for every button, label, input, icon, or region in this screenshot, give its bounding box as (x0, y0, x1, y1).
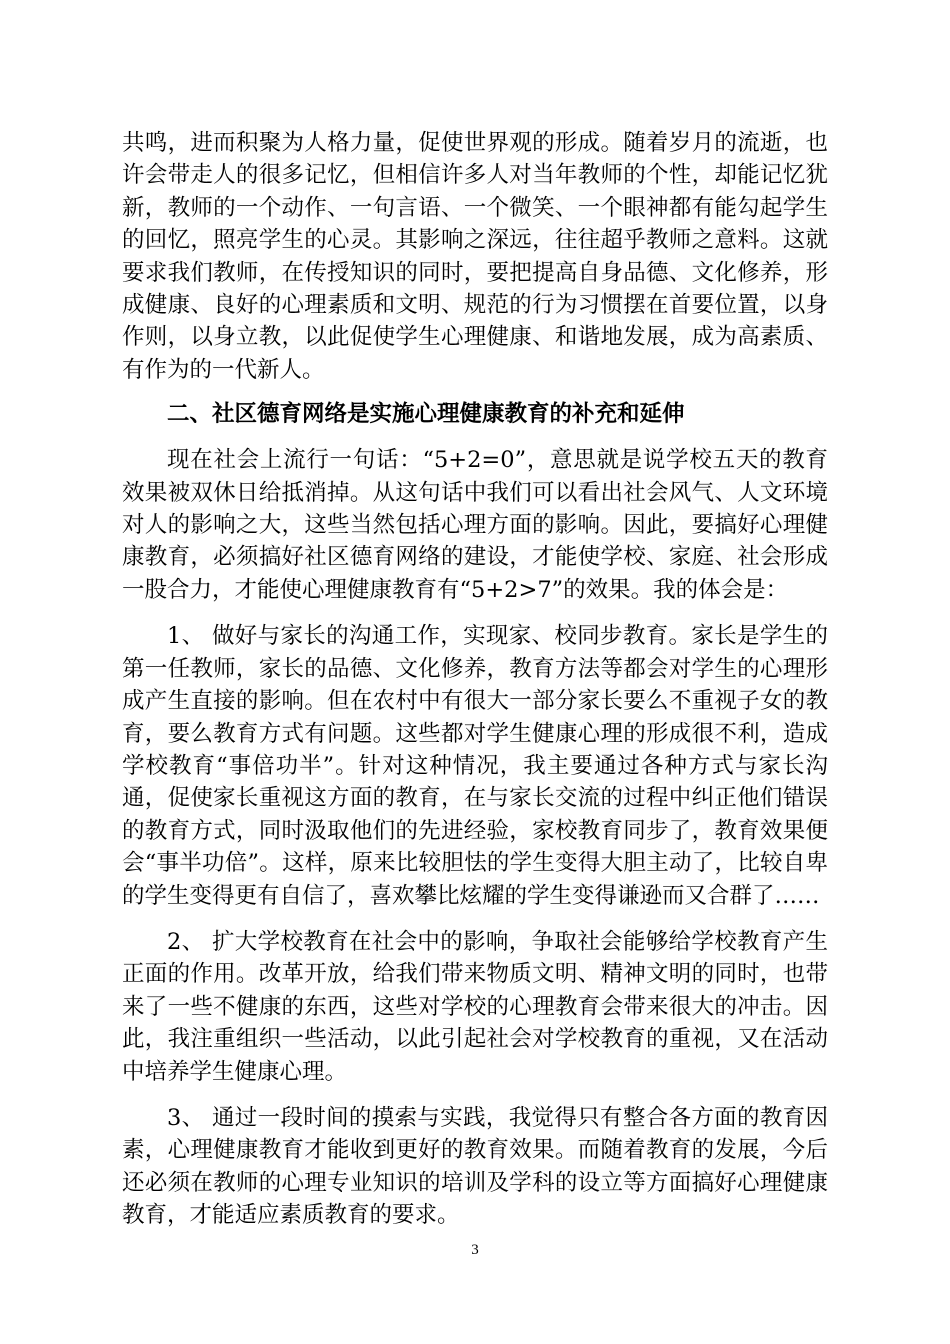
paragraph-intro: 现在社会上流行一句话：“5+2=0”，意思就是说学校五天的教育效果被双休日给抵消掉。从这句话中我们可以看出社会风气、人文环境对人的影响之大，这些当然包括心理方面的影响。因此，要搞好心理健康教育，必须搞好社区德育网络的建设，才能使学校、家庭、社会形成一股合力，才能使心理健康教育有“5+2>7”的效果。我的体会是： (122, 447, 828, 603)
section-heading: 二、社区德育网络是实施心理健康教育的补充和延伸 (167, 401, 685, 428)
paragraph-continuation: 共鸣，进而积聚为人格力量，促使世界观的形成。随着岁月的流逝，也许会带走人的很多记忆，但相信许多人对当年教师的个性，却能记忆犹新，教师的一个动作、一句言语、一个微笑、一个眼神都有能勾起学生的回忆，照亮学生的心灵。其影响之深远，往往超乎教师之意料。这就要求我们教师，在传授知识的同时，要把提高自身品德、文化修养，形成健康、良好的心理素质和文明、规范的行为习惯摆在首要位置，以身作则，以身立教，以此促使学生心理健康、和谐地发展，成为高素质、有作为的一代新人。 (122, 130, 828, 383)
document-body (122, 127, 828, 1232)
page-number: 3 (471, 1242, 479, 1258)
paragraph-item-2: 2、 扩大学校教育在社会中的影响，争取社会能够给学校教育产生正面的作用。改革开放，给我们带来物质文明、精神文明的同时，也带来了一些不健康的东西，这些对学校的心理教育会带来很大的冲击。因此，我注重组织一些活动，以此引起社会对学校教育的重视，又在活动中培养学生健康心理。 (122, 928, 828, 1085)
paragraph-item-1: 1、 做好与家长的沟通工作，实现家、校同步教育。家长是学生的第一任教师，家长的品德、文化修养，教育方法等都会对学生的心理形成产生直接的影响。但在农村中有很大一部分家长要么不重视子女的教育，要么教育方式有问题。这些都对学生健康心理的形成很不利，造成学校教育“事倍功半”。针对这种情况，我主要通过各种方式与家长沟通，促使家长重视这方面的教育，在与家长交流的过程中纠正他们错误的教育方式，同时汲取他们的先进经验，家校教育同步了，教育效果便会“事半功倍”。这样，原来比较胆怯的学生变得大胆主动了，比较自卑的学生变得更有自信了，喜欢攀比炫耀的学生变得谦逊而又合群了…… (122, 623, 828, 909)
paragraph-item-3: 3、 通过一段时间的摸索与实践，我觉得只有整合各方面的教育因素，心理健康教育才能收到更好的教育效果。而随着教育的发展，今后还必须在教师的心理专业知识的培训及学科的设立等方面搞好心理健康教育，才能适应素质教育的要求。 (122, 1104, 828, 1229)
